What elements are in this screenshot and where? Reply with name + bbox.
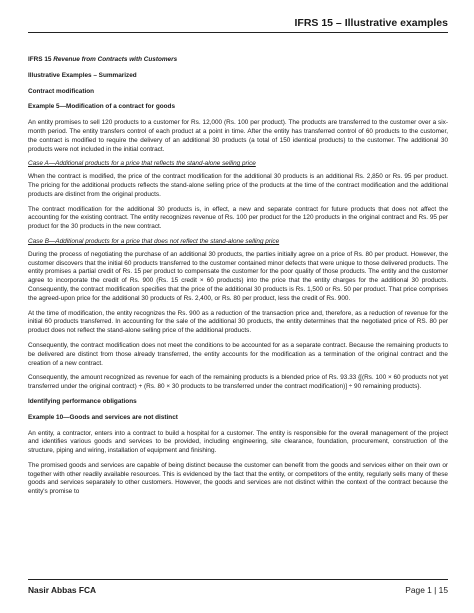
footer-page-number: Page 1 | 15 xyxy=(405,585,448,595)
case-b-paragraph-3: Consequently, the contract modification does not meet the conditions to be accounted for as a separate contract. Because the remaining products to be delivered are distinct from those already transferred, the entity accounts for the modification as a termination of the original contract and the creation of a new contract. xyxy=(28,341,448,367)
subtitle: Illustrative Examples – Summarized xyxy=(28,71,137,79)
footer-author: Nasir Abbas FCA xyxy=(28,585,97,595)
example-10-paragraph-1: An entity, a contractor, enters into a contract to build a hospital for a customer. The entity is responsible for the overall management of the project and identifies various goods and services to be provided, including engineering, site clearance, foundation, procurement, construction of the structure, piping and wiring, installation of equipment and finishing. xyxy=(28,429,448,455)
header-title: IFRS 15 – Illustrative examples xyxy=(294,17,448,29)
document-body xyxy=(28,56,448,503)
case-b-heading: Case B—Additional products for a price that does not reflect the stand-alone selling price xyxy=(28,237,280,245)
example-5-heading: Example 5—Modification of a contract for goods xyxy=(28,103,176,111)
case-a-paragraph-2: The contract modification for the additional 30 products is, in effect, a new and separate contract for future products that does not affect the accounting for the existing contract. The entity recognizes revenue of Rs. 100 per product for the 120 products in the original contract and Rs. 95 per product for the 30 products in the new contract. xyxy=(28,205,448,231)
page-header xyxy=(28,16,448,33)
case-b-paragraph-4: Consequently, the amount recognized as revenue for each of the remaining products is a blended price of Rs. 93.33 {[(Rs. 100 × 60 products not yet transferred under the original contract) + (Rs. 80 × 30 products to be transferred under the contract modification)] ÷ 90 remaining products}. xyxy=(28,374,448,391)
section-heading-performance-obligations: Identifying performance obligations xyxy=(28,397,137,405)
case-a-paragraph-1: When the contract is modified, the price of the contract modification for the additional 30 products is an additional Rs. 2,850 or Rs. 95 per product. The pricing for the additional products reflects the stand-alone selling price of the products at the time of the contract modification and the additional products are distinct from the original products. xyxy=(28,173,448,198)
case-b-paragraph-2: At the time of modification, the entity recognizes the Rs. 900 as a reduction of the transaction price and, therefore, as a reduction of revenue for the initial 60 products transferred. In accounting for the sale of the additional 30 products, the entity determines that the negotiated price of RS. 80 per product does not reflect the stand-alone selling price of the additional products. xyxy=(28,309,448,335)
page-footer xyxy=(28,579,448,596)
example-10-heading: Example 10—Goods and services are not distinct xyxy=(28,413,178,421)
case-a-heading: Case A—Additional products for a price that reflects the stand-alone selling price xyxy=(28,160,256,168)
section-heading-contract-modification: Contract modification xyxy=(28,87,95,95)
standard-title: IFRS 15 Revenue from Contracts with Customers xyxy=(28,56,178,63)
example-10-paragraph-2: The promised goods and services are capable of being distinct because the customer can benefit from the goods and services either on their own or together with other readily available resources. This is evidenced by the fact that the entity, or competitors of the entity, regularly sells many of these goods and services separately to other customers. However, the goods and services are not distinct within the context of the contract because the entity's promise to xyxy=(28,461,448,496)
case-b-paragraph-1: During the process of negotiating the purchase of an additional 30 products, the parties initially agree on a price of Rs. 80 per product. However, the customer discovers that the initial 60 products transferred to the customer contained minor defects that were unique to those delivered products. The entity promises a partial credit of Rs. 15 per product to compensate the customer for the poor quality of those products. The entity and the customer agree to incorporate the credit of Rs. 900 (Rs. 15 credit × 60 products) into the price that the entity charges for the additional 30 products. Consequently, the contract modification specifies that the price of the additional 30 products is Rs. 1,500 or Rs. 50 per product. That price comprises the agreed-upon price for the additional 30 products of Rs. 2,400, or Rs. 80 per product, less the credit of Rs. 900. xyxy=(28,250,448,302)
example-5-paragraph: An entity promises to sell 120 products to a customer for Rs. 12,000 (Rs. 100 per product). The products are transferred to the customer over a six-month period. The entity transfers control of each product at a point in time. After the entity has transferred control of 60 products to the customer, the contract is modified to require the delivery of an additional 30 products (a total of 150 identical products) to the customer. The additional 30 products were not included in the initial contract. xyxy=(28,119,448,153)
